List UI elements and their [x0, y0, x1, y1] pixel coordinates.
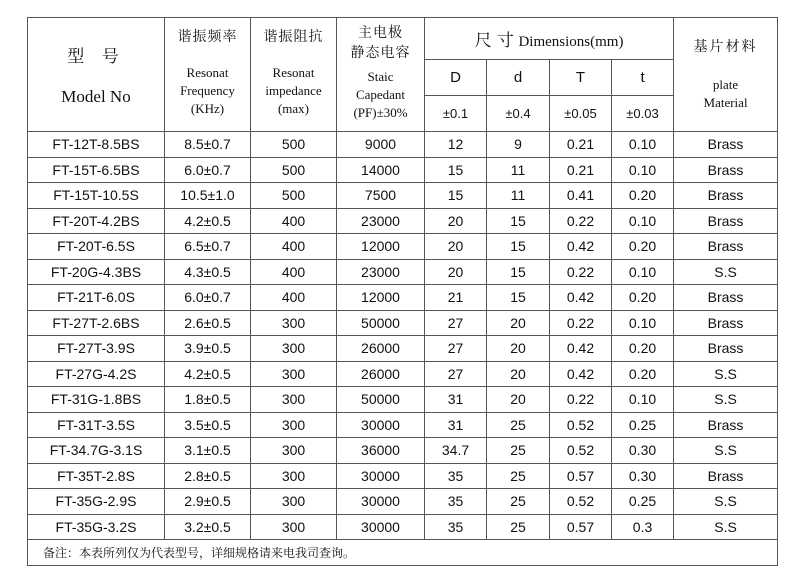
cell-capacitance: 26000 — [337, 361, 425, 387]
cell-dim-t: 0.30 — [612, 463, 674, 489]
table-row — [28, 310, 778, 336]
cell-frequency: 2.8±0.5 — [165, 463, 251, 489]
cell-capacitance: 23000 — [337, 208, 425, 234]
cell-frequency: 3.2±0.5 — [165, 514, 251, 540]
spec-table-container — [27, 17, 778, 566]
cell-material: S.S — [674, 514, 778, 540]
cell-material: Brass — [674, 412, 778, 438]
table-row — [28, 438, 778, 464]
cell-model: FT-34.7G-3.1S — [28, 438, 165, 464]
cell-impedance: 500 — [251, 132, 337, 158]
cell-model: FT-27T-2.6BS — [28, 310, 165, 336]
header-tol-d: ±0.4 — [487, 96, 550, 132]
header-capacitance-en-3: (PF)±30% — [353, 105, 408, 120]
cell-dim-t: 0.30 — [612, 438, 674, 464]
header-frequency — [165, 18, 251, 132]
table-row — [28, 259, 778, 285]
header-capacitance-cn-1: 主电极 — [358, 25, 403, 41]
cell-dim-T: 0.42 — [550, 285, 612, 311]
header-dim-D: D — [425, 60, 487, 96]
header-material-en-2: Material — [703, 95, 748, 110]
cell-capacitance: 12000 — [337, 285, 425, 311]
cell-dim-T: 0.42 — [550, 361, 612, 387]
cell-capacitance: 50000 — [337, 310, 425, 336]
cell-dim-t: 0.3 — [612, 514, 674, 540]
cell-dim-t: 0.10 — [612, 157, 674, 183]
table-row — [28, 412, 778, 438]
cell-model: FT-27G-4.2S — [28, 361, 165, 387]
cell-frequency: 4.3±0.5 — [165, 259, 251, 285]
cell-material: Brass — [674, 285, 778, 311]
cell-capacitance: 14000 — [337, 157, 425, 183]
header-capacitance-cn-2: 静态电容 — [350, 45, 411, 61]
header-impedance-en-2: impedance — [265, 83, 322, 98]
cell-capacitance: 50000 — [337, 387, 425, 413]
cell-dim-D: 20 — [425, 259, 487, 285]
cell-frequency: 6.0±0.7 — [165, 285, 251, 311]
cell-dim-D: 20 — [425, 234, 487, 260]
cell-dim-d: 25 — [487, 463, 550, 489]
table-row — [28, 463, 778, 489]
cell-model: FT-15T-6.5BS — [28, 157, 165, 183]
cell-frequency: 2.6±0.5 — [165, 310, 251, 336]
cell-material: Brass — [674, 310, 778, 336]
table-row — [28, 514, 778, 540]
cell-dim-D: 12 — [425, 132, 487, 158]
cell-material: S.S — [674, 259, 778, 285]
cell-dim-T: 0.52 — [550, 412, 612, 438]
cell-material: S.S — [674, 387, 778, 413]
table-row — [28, 132, 778, 158]
cell-model: FT-21T-6.0S — [28, 285, 165, 311]
header-capacitance-en-1: Staic — [367, 69, 394, 84]
cell-dim-T: 0.57 — [550, 514, 612, 540]
cell-dim-d: 20 — [487, 310, 550, 336]
cell-model: FT-20T-6.5S — [28, 234, 165, 260]
cell-capacitance: 30000 — [337, 412, 425, 438]
header-material-cn: 基片材料 — [693, 39, 758, 55]
cell-dim-d: 25 — [487, 514, 550, 540]
cell-material: S.S — [674, 361, 778, 387]
cell-dim-t: 0.10 — [612, 387, 674, 413]
cell-dim-t: 0.25 — [612, 412, 674, 438]
cell-impedance: 400 — [251, 208, 337, 234]
cell-capacitance: 30000 — [337, 463, 425, 489]
cell-dim-d: 20 — [487, 361, 550, 387]
header-dim-t: t — [612, 60, 674, 96]
table-row — [28, 361, 778, 387]
cell-dim-d: 20 — [487, 336, 550, 362]
header-material-en-1: plate — [712, 77, 739, 92]
header-model-cn: 型 号 — [67, 47, 125, 67]
cell-frequency: 1.8±0.5 — [165, 387, 251, 413]
header-model-en: Model No — [61, 87, 131, 106]
cell-frequency: 4.2±0.5 — [165, 361, 251, 387]
cell-dim-D: 34.7 — [425, 438, 487, 464]
cell-dim-D: 35 — [425, 489, 487, 515]
cell-material: Brass — [674, 183, 778, 209]
cell-model: FT-35G-3.2S — [28, 514, 165, 540]
cell-dim-T: 0.22 — [550, 259, 612, 285]
cell-model: FT-12T-8.5BS — [28, 132, 165, 158]
cell-material: Brass — [674, 336, 778, 362]
cell-dim-T: 0.42 — [550, 336, 612, 362]
cell-dim-D: 31 — [425, 387, 487, 413]
header-row-1 — [28, 18, 778, 60]
cell-dim-t: 0.20 — [612, 183, 674, 209]
cell-dim-d: 15 — [487, 234, 550, 260]
cell-model: FT-31T-3.5S — [28, 412, 165, 438]
cell-model: FT-20G-4.3BS — [28, 259, 165, 285]
cell-model: FT-27T-3.9S — [28, 336, 165, 362]
table-row — [28, 234, 778, 260]
cell-capacitance: 12000 — [337, 234, 425, 260]
cell-impedance: 500 — [251, 157, 337, 183]
cell-frequency: 8.5±0.7 — [165, 132, 251, 158]
cell-dim-D: 35 — [425, 514, 487, 540]
cell-dim-t: 0.25 — [612, 489, 674, 515]
header-model-no — [28, 18, 165, 132]
table-row — [28, 208, 778, 234]
cell-impedance: 400 — [251, 234, 337, 260]
table-row — [28, 285, 778, 311]
cell-dim-T: 0.52 — [550, 438, 612, 464]
cell-dim-d: 25 — [487, 412, 550, 438]
header-impedance-cn: 谐振阻抗 — [263, 29, 324, 45]
cell-material: Brass — [674, 463, 778, 489]
table-row — [28, 387, 778, 413]
cell-capacitance: 9000 — [337, 132, 425, 158]
cell-model: FT-15T-10.5S — [28, 183, 165, 209]
cell-impedance: 300 — [251, 514, 337, 540]
cell-dim-d: 9 — [487, 132, 550, 158]
cell-frequency: 3.1±0.5 — [165, 438, 251, 464]
cell-dim-D: 27 — [425, 310, 487, 336]
header-capacitance-en-2: Capedant — [355, 87, 406, 102]
cell-dim-d: 25 — [487, 489, 550, 515]
cell-dim-T: 0.41 — [550, 183, 612, 209]
cell-impedance: 400 — [251, 285, 337, 311]
table-row — [28, 157, 778, 183]
table-row — [28, 183, 778, 209]
header-dim-d: d — [487, 60, 550, 96]
cell-dim-t: 0.20 — [612, 361, 674, 387]
cell-model: FT-31G-1.8BS — [28, 387, 165, 413]
cell-dim-D: 15 — [425, 157, 487, 183]
cell-dim-D: 15 — [425, 183, 487, 209]
header-tol-D: ±0.1 — [425, 96, 487, 132]
cell-frequency: 2.9±0.5 — [165, 489, 251, 515]
footnote-row — [28, 540, 778, 566]
cell-capacitance: 7500 — [337, 183, 425, 209]
cell-material: Brass — [674, 234, 778, 260]
cell-frequency: 10.5±1.0 — [165, 183, 251, 209]
cell-dim-t: 0.10 — [612, 259, 674, 285]
cell-material: Brass — [674, 157, 778, 183]
cell-dim-D: 20 — [425, 208, 487, 234]
table-row — [28, 336, 778, 362]
header-frequency-cn: 谐振频率 — [177, 29, 238, 45]
cell-material: Brass — [674, 208, 778, 234]
cell-dim-d: 15 — [487, 208, 550, 234]
header-impedance — [251, 18, 337, 132]
cell-frequency: 6.0±0.7 — [165, 157, 251, 183]
cell-dim-D: 21 — [425, 285, 487, 311]
cell-impedance: 300 — [251, 412, 337, 438]
cell-dim-t: 0.10 — [612, 132, 674, 158]
cell-capacitance: 23000 — [337, 259, 425, 285]
cell-dim-d: 11 — [487, 183, 550, 209]
cell-dim-T: 0.21 — [550, 132, 612, 158]
cell-impedance: 300 — [251, 310, 337, 336]
cell-frequency: 4.2±0.5 — [165, 208, 251, 234]
cell-dim-D: 27 — [425, 361, 487, 387]
cell-dim-t: 0.20 — [612, 285, 674, 311]
cell-material: S.S — [674, 489, 778, 515]
cell-model: FT-35G-2.9S — [28, 489, 165, 515]
cell-dim-T: 0.42 — [550, 234, 612, 260]
cell-capacitance: 30000 — [337, 489, 425, 515]
cell-capacitance: 30000 — [337, 514, 425, 540]
header-capacitance — [337, 18, 425, 132]
cell-impedance: 300 — [251, 463, 337, 489]
cell-frequency: 3.9±0.5 — [165, 336, 251, 362]
cell-dim-d: 25 — [487, 438, 550, 464]
footnote: 备注：本表所列仅为代表型号，详细规格请来电我司查询。 — [28, 540, 778, 566]
header-dimensions-cn: 尺 寸 — [474, 31, 514, 51]
cell-impedance: 300 — [251, 336, 337, 362]
table-row — [28, 489, 778, 515]
cell-model: FT-20T-4.2BS — [28, 208, 165, 234]
cell-material: Brass — [674, 132, 778, 158]
cell-dim-t: 0.10 — [612, 208, 674, 234]
spec-table — [27, 17, 778, 566]
cell-capacitance: 36000 — [337, 438, 425, 464]
header-impedance-en-1: Resonat — [272, 65, 315, 80]
header-dimensions — [425, 18, 674, 60]
cell-dim-t: 0.20 — [612, 234, 674, 260]
cell-impedance: 300 — [251, 489, 337, 515]
cell-capacitance: 26000 — [337, 336, 425, 362]
cell-dim-T: 0.22 — [550, 387, 612, 413]
header-frequency-en-2: Frequency — [180, 83, 235, 98]
cell-frequency: 6.5±0.7 — [165, 234, 251, 260]
header-impedance-en-3: (max) — [277, 101, 310, 116]
cell-impedance: 300 — [251, 387, 337, 413]
header-dim-T: T — [550, 60, 612, 96]
cell-impedance: 300 — [251, 361, 337, 387]
cell-impedance: 300 — [251, 438, 337, 464]
cell-frequency: 3.5±0.5 — [165, 412, 251, 438]
header-tol-T: ±0.05 — [550, 96, 612, 132]
header-frequency-en-3: (KHz) — [190, 101, 225, 116]
cell-dim-D: 27 — [425, 336, 487, 362]
cell-dim-t: 0.10 — [612, 310, 674, 336]
header-dimensions-en: Dimensions(mm) — [518, 34, 624, 50]
cell-dim-T: 0.22 — [550, 310, 612, 336]
header-tol-t: ±0.03 — [612, 96, 674, 132]
cell-impedance: 400 — [251, 259, 337, 285]
cell-model: FT-35T-2.8S — [28, 463, 165, 489]
header-material — [674, 18, 778, 132]
cell-dim-d: 20 — [487, 387, 550, 413]
cell-dim-d: 11 — [487, 157, 550, 183]
cell-dim-T: 0.22 — [550, 208, 612, 234]
cell-dim-T: 0.57 — [550, 463, 612, 489]
cell-dim-D: 31 — [425, 412, 487, 438]
cell-material: S.S — [674, 438, 778, 464]
cell-dim-T: 0.21 — [550, 157, 612, 183]
header-frequency-en-1: Resonat — [186, 65, 229, 80]
cell-dim-D: 35 — [425, 463, 487, 489]
cell-dim-t: 0.20 — [612, 336, 674, 362]
cell-impedance: 500 — [251, 183, 337, 209]
cell-dim-d: 15 — [487, 285, 550, 311]
cell-dim-T: 0.52 — [550, 489, 612, 515]
cell-dim-d: 15 — [487, 259, 550, 285]
